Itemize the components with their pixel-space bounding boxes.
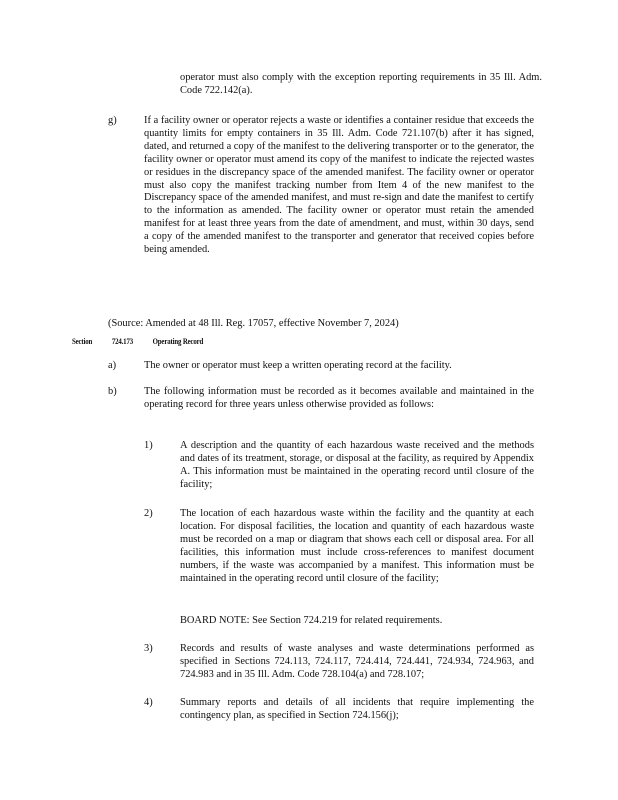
item-3-label: 3) xyxy=(144,643,153,654)
subsection-a-text: The owner or operator must keep a written operating record at the facility. xyxy=(144,360,452,371)
subsection-b-text: The following information must be recorded as it becomes available and maintained in the operating record for three years unless otherwise provided as follows: xyxy=(144,386,534,410)
item-1-text: A description and the quantity of each hazardous waste received and the methods and dates of its treatment, storage, or disposal at the facility, as required by Appendix A. This information must be maintained in the operating record until closure of the facility; xyxy=(180,440,534,490)
source-note: (Source: Amended at 48 Ill. Reg. 17057, effective November 7, 2024) xyxy=(108,318,399,330)
item-4-label: 4) xyxy=(144,697,153,708)
continuation-paragraph: operator must also comply with the exception reporting requirements in 35 Ill. Adm. Code 722.142(a). xyxy=(180,72,542,96)
item-3-text: Records and results of waste analyses and waste determinations performed as specified in Sections 724.113, 724.117, 724.414, 724.441, 724.934, 724.963, and 724.983 and in 35 Ill. Adm. Code 728.104(a) and 728.107; xyxy=(180,643,534,680)
subsection-b-label: b) xyxy=(108,386,117,397)
item-1-label: 1) xyxy=(144,440,153,451)
subsection-g-label: g) xyxy=(108,115,117,126)
section-heading xyxy=(72,336,221,349)
board-note: BOARD NOTE: See Section 724.219 for related requirements. xyxy=(180,615,443,626)
section-word: Section xyxy=(72,337,93,346)
section-number: 724.173 xyxy=(111,337,134,346)
subsection-a-label: a) xyxy=(108,360,117,371)
item-2-text: The location of each hazardous waste within the facility and the quantity at each location. For disposal facilities, the location and quantity of each hazardous waste must be recorded on a map or diagram that shows each cell or disposal area. For all facilities, this information must include cross-references to manifest document numbers, if the waste was accompanied by a manifest. This information must be maintained in the operating record until closure of the facility; xyxy=(180,508,534,584)
subsection-g-text: If a facility owner or operator rejects a waste or identifies a container residue that exceeds the quantity limits for empty containers in 35 Ill. Adm. Code 721.107(b) after it has signed, dated, and returned a copy of the manifest to the delivering transporter or to the generator, the facility owner or operator must amend its copy of the manifest to indicate the rejected wastes or residues in the discrepancy space of the amended manifest. The facility owner or operator must also copy the manifest tracking number from Item 4 of the new manifest to the Discrepancy space of the amended manifest, and must re-sign and date the manifest to certify to the information as amended. The facility owner or operator must retain the amended manifest for at least three years from the date of amendment, and must, within 30 days, send a copy of the amended manifest to the transporter and generator that received copies before being amended. xyxy=(144,115,534,256)
item-2-label: 2) xyxy=(144,508,153,519)
section-title: Operating Record xyxy=(152,337,204,346)
item-4-text: Summary reports and details of all incidents that require implementing the contingency plan, as specified in Section 724.156(j); xyxy=(180,697,534,721)
